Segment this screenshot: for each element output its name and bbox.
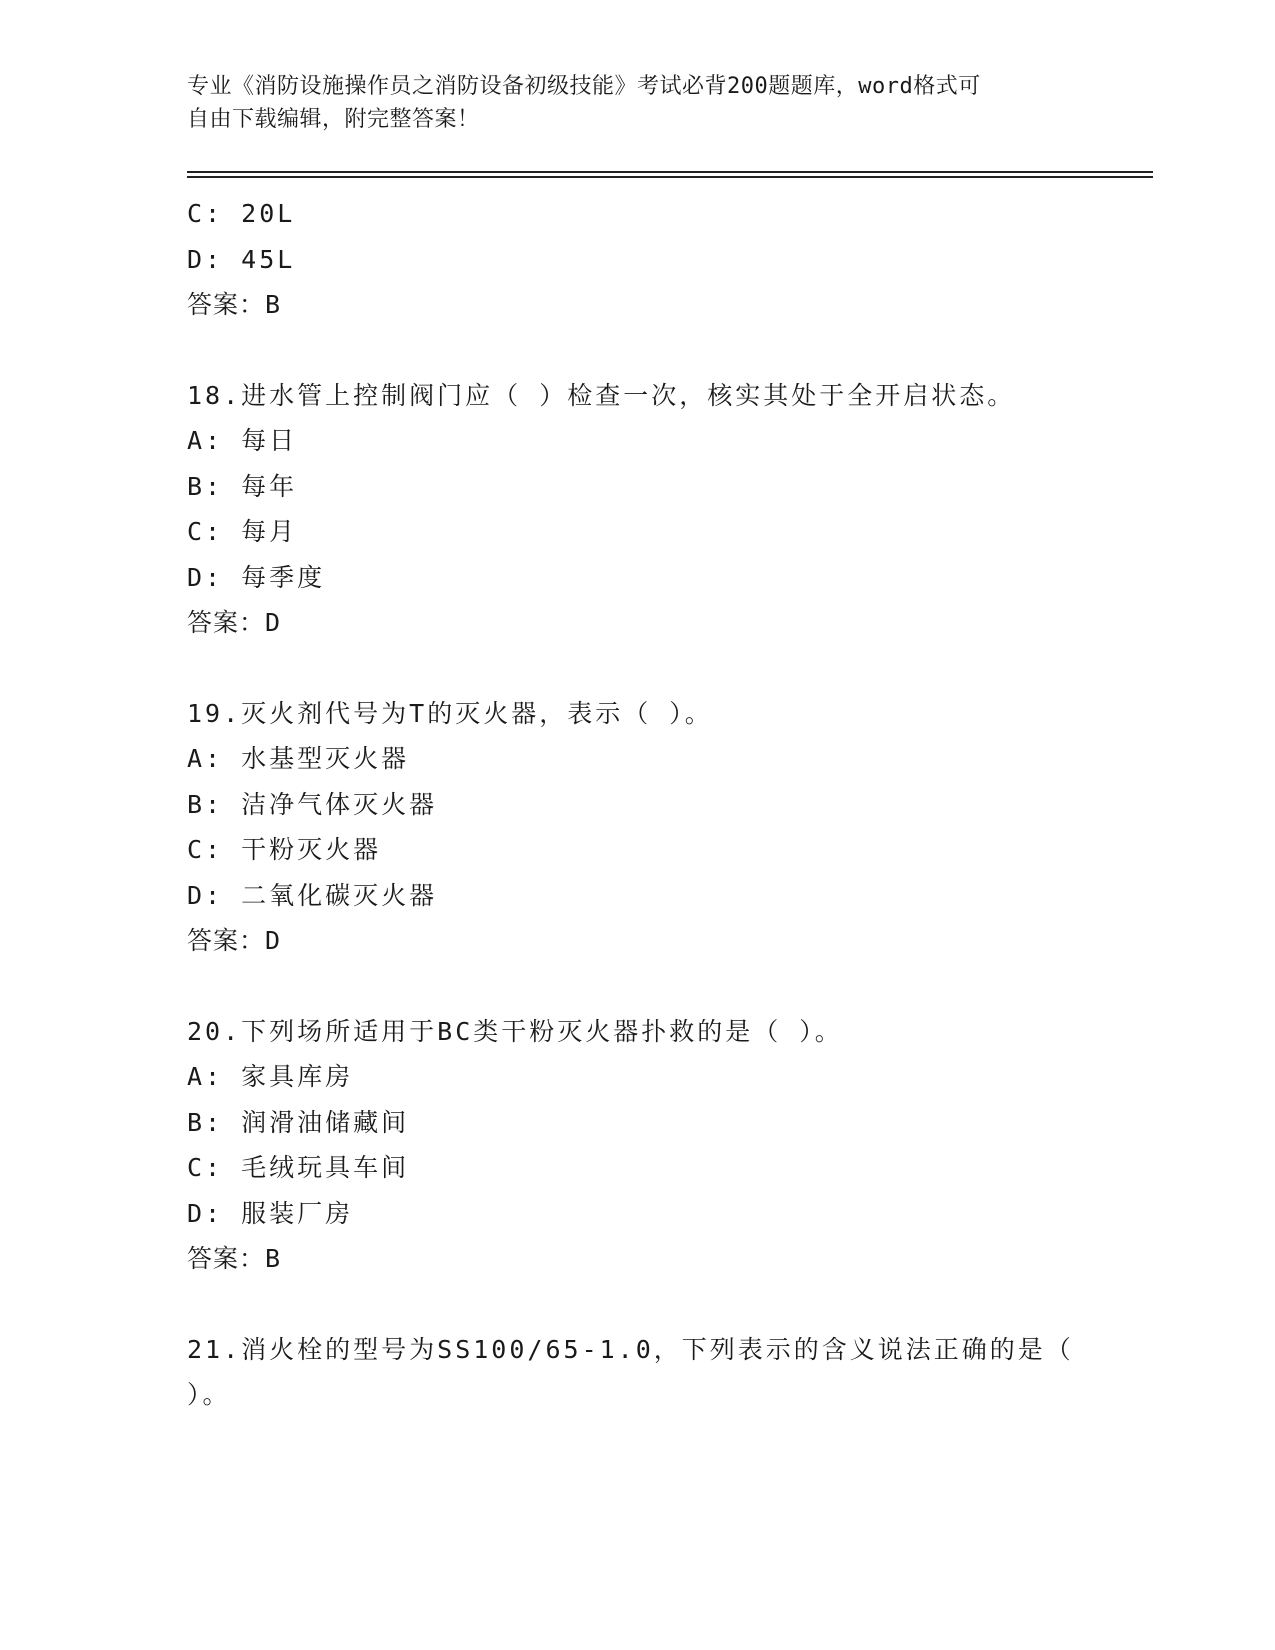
- question-block-19: [187, 691, 1087, 964]
- question-text: 18.进水管上控制阀门应（ ）检查一次，核实其处于全开启状态。: [187, 380, 1016, 410]
- option-b: B: 润滑油储藏间: [187, 1107, 410, 1137]
- option-c: C: 干粉灭火器: [187, 835, 382, 864]
- question-text: 21.消火栓的型号为SS100/65-1.0，下列表示的含义说法正确的是（: [187, 1334, 1074, 1364]
- answer-line: 答案：D: [187, 926, 282, 955]
- header-rule-top: [187, 171, 1153, 173]
- option-a: A: 家具库房: [187, 1062, 354, 1091]
- question-text: 20.下列场所适用于BC类干粉灭火器扑救的是（ ）。: [187, 1016, 843, 1046]
- option-b: B: 洁净气体灭火器: [187, 789, 438, 819]
- answer-line: 答案：B: [187, 290, 282, 319]
- option-d: D: 服装厂房: [187, 1198, 354, 1228]
- option-d: D: 每季度: [187, 562, 326, 592]
- option-d: D: 二氧化碳灭火器: [187, 880, 438, 910]
- option-a: A: 水基型灭火器: [187, 744, 410, 773]
- answer-line: 答案：B: [187, 1244, 282, 1273]
- option-c: C: 每月: [187, 517, 298, 546]
- header-line-1: 专业《消防设施操作员之消防设备初级技能》考试必背200题题库，word格式可: [187, 74, 981, 99]
- option-a: A: 每日: [187, 426, 298, 455]
- document-header: [187, 70, 1067, 136]
- option-c: C: 20L: [187, 199, 296, 228]
- option-d: D: 45L: [187, 244, 296, 274]
- question-block-21: [187, 1327, 1087, 1418]
- question-block-18: [187, 373, 1087, 646]
- question-list: [187, 191, 1087, 1463]
- question-block-17: [187, 191, 1087, 328]
- question-text: 19.灭火剂代号为T的灭火器，表示（ ）。: [187, 698, 713, 728]
- question-text-continued: ）。: [187, 1380, 231, 1409]
- answer-line: 答案：D: [187, 608, 282, 637]
- option-c: C: 毛绒玩具车间: [187, 1153, 410, 1182]
- option-b: B: 每年: [187, 471, 298, 501]
- header-line-2: 自由下载编辑，附完整答案！: [187, 107, 480, 132]
- question-block-20: [187, 1009, 1087, 1282]
- header-rule-bottom: [187, 176, 1153, 178]
